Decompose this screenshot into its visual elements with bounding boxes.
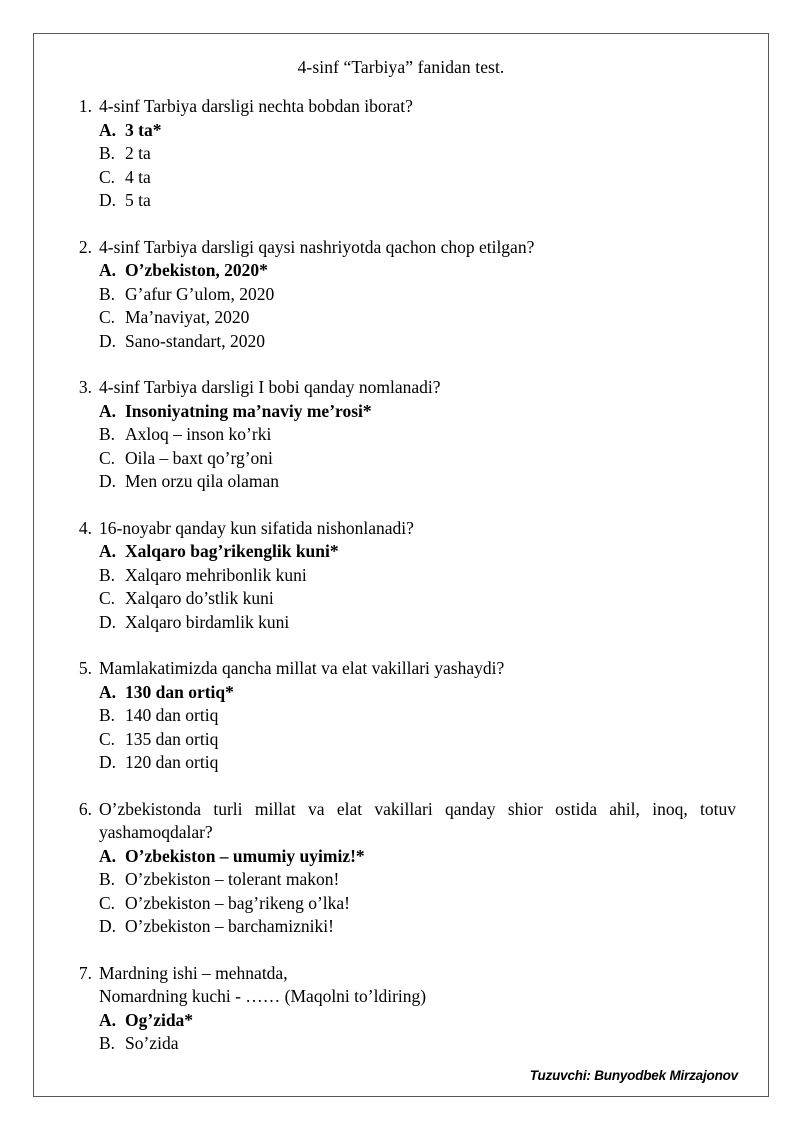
option-item[interactable] <box>99 868 738 892</box>
option-item[interactable] <box>99 306 738 330</box>
option-letter: A. <box>99 400 117 421</box>
question-block <box>64 657 738 775</box>
question-text: 4-sinf Tarbiya darsligi qaysi nashriyotda qachon chop etilgan? <box>99 236 535 257</box>
option-text: 120 dan ortiq <box>125 752 219 772</box>
option-text: 3 ta* <box>125 119 162 140</box>
question-block <box>64 517 738 635</box>
question-number: 3. <box>78 377 92 397</box>
option-list <box>99 259 738 353</box>
option-list <box>99 540 738 634</box>
option-item[interactable] <box>99 259 738 283</box>
option-letter: A. <box>99 119 117 140</box>
question-text: Mardning ishi – mehnatda, <box>99 962 288 983</box>
option-letter: A. <box>99 681 117 702</box>
option-letter: D. <box>99 916 117 936</box>
question-number: 4. <box>78 517 92 538</box>
question-text: Mamlakatimizda qancha millat va elat vakillari yashaydi? <box>99 658 505 678</box>
option-letter: D. <box>99 330 117 351</box>
option-letter: B. <box>99 869 116 889</box>
option-text: Oila – baxt qo’rg’oni <box>125 447 273 468</box>
question-list <box>64 95 738 1056</box>
page-title: 4-sinf “Tarbiya” fanidan test. <box>297 57 505 77</box>
option-item[interactable] <box>99 611 738 635</box>
option-text: Xalqaro mehribonlik kuni <box>125 564 307 585</box>
question-block <box>64 95 738 213</box>
question-number: 2. <box>78 236 92 257</box>
option-letter: A. <box>99 1009 117 1030</box>
option-text: Axloq – inson ko’rki <box>125 424 272 444</box>
question-extra-line: Nomardning kuchi - …… (Maqolni to’ldiring) <box>99 986 427 1006</box>
option-letter: A. <box>99 541 117 561</box>
question-block <box>64 236 738 354</box>
option-item[interactable] <box>99 330 738 354</box>
option-letter: B. <box>99 1033 116 1053</box>
option-text: Sano-standart, 2020 <box>125 330 265 351</box>
option-text: O’zbekiston – umumiy uyimiz!* <box>125 845 365 866</box>
option-text: 140 dan ortiq <box>125 705 219 725</box>
option-item[interactable] <box>99 1009 738 1033</box>
option-text: Xalqaro birdamlik kuni <box>125 611 290 632</box>
option-letter: C. <box>99 447 116 468</box>
option-text: Men orzu qila olaman <box>125 471 280 491</box>
option-letter: C. <box>99 892 116 913</box>
question-number: 7. <box>78 962 92 983</box>
question-block <box>64 376 738 494</box>
question-number: 6. <box>78 798 92 819</box>
option-letter: B. <box>99 424 116 444</box>
option-item[interactable] <box>99 728 738 752</box>
option-item[interactable] <box>99 704 738 728</box>
option-text: 5 ta <box>125 190 151 210</box>
option-text: Og’zida* <box>125 1009 194 1030</box>
option-text: So’zida <box>125 1033 179 1053</box>
footer-signature: Tuzuvchi: Bunyodbek Mirzajonov <box>529 1068 738 1083</box>
option-list <box>99 681 738 775</box>
option-item[interactable] <box>99 283 738 307</box>
page-frame <box>33 33 769 1097</box>
option-letter: D. <box>99 190 117 210</box>
option-item[interactable] <box>99 423 738 447</box>
option-item[interactable] <box>99 447 738 471</box>
option-text: O’zbekiston – bag’rikeng o’lka! <box>125 892 350 913</box>
option-item[interactable] <box>99 400 738 424</box>
question-block <box>64 798 738 939</box>
option-text: Insoniyatning ma’naviy me’rosi* <box>125 400 372 421</box>
option-text: 4 ta <box>125 166 151 187</box>
option-letter: A. <box>99 845 117 866</box>
option-item[interactable] <box>99 564 738 588</box>
option-item[interactable] <box>99 751 738 775</box>
option-text: O’zbekiston – barchamizniki! <box>125 916 334 936</box>
question-block <box>64 962 738 1056</box>
option-letter: C. <box>99 588 116 608</box>
option-letter: B. <box>99 705 116 725</box>
option-text: Xalqaro do’stlik kuni <box>125 588 274 608</box>
option-item[interactable] <box>99 119 738 143</box>
option-item[interactable] <box>99 845 738 869</box>
option-letter: D. <box>99 752 117 772</box>
question-text: O’zbekistonda turli millat va elat vakillari qanday shior ostida ahil, inoq, totuv yashamoqdalar? <box>99 798 736 842</box>
option-text: O’zbekiston, 2020* <box>125 260 268 280</box>
option-letter: C. <box>99 307 116 327</box>
option-text: Xalqaro bag’rikenglik kuni* <box>125 541 339 561</box>
question-text: 4-sinf Tarbiya darsligi nechta bobdan iborat? <box>99 96 413 116</box>
option-text: G’afur G’ulom, 2020 <box>125 283 275 304</box>
option-letter: B. <box>99 283 116 304</box>
option-item[interactable] <box>99 470 738 494</box>
option-letter: C. <box>99 166 116 187</box>
option-item[interactable] <box>99 189 738 213</box>
option-item[interactable] <box>99 892 738 916</box>
option-item[interactable] <box>99 166 738 190</box>
option-text: 135 dan ortiq <box>125 728 219 749</box>
option-letter: C. <box>99 728 116 749</box>
option-list <box>99 1009 738 1056</box>
option-item[interactable] <box>99 540 738 564</box>
option-text: O’zbekiston – tolerant makon! <box>125 869 340 889</box>
question-number: 1. <box>78 96 92 116</box>
option-letter: D. <box>99 471 117 491</box>
question-text: 4-sinf Tarbiya darsligi I bobi qanday nomlanadi? <box>99 377 441 397</box>
option-letter: D. <box>99 611 117 632</box>
option-letter: A. <box>99 260 117 280</box>
option-text: Ma’naviyat, 2020 <box>125 307 250 327</box>
option-letter: B. <box>99 564 116 585</box>
option-item[interactable] <box>99 142 738 166</box>
question-number: 5. <box>78 658 92 678</box>
option-item[interactable] <box>99 1032 738 1056</box>
option-text: 130 dan ortiq* <box>125 681 234 702</box>
option-list <box>99 119 738 213</box>
option-item[interactable] <box>99 681 738 705</box>
question-text: 16-noyabr qanday kun sifatida nishonlanadi? <box>99 517 414 538</box>
option-list <box>99 400 738 494</box>
option-item[interactable] <box>99 915 738 939</box>
option-list <box>99 845 738 939</box>
page-content <box>34 34 768 1096</box>
option-text: 2 ta <box>125 143 151 163</box>
option-item[interactable] <box>99 587 738 611</box>
option-letter: B. <box>99 143 116 163</box>
